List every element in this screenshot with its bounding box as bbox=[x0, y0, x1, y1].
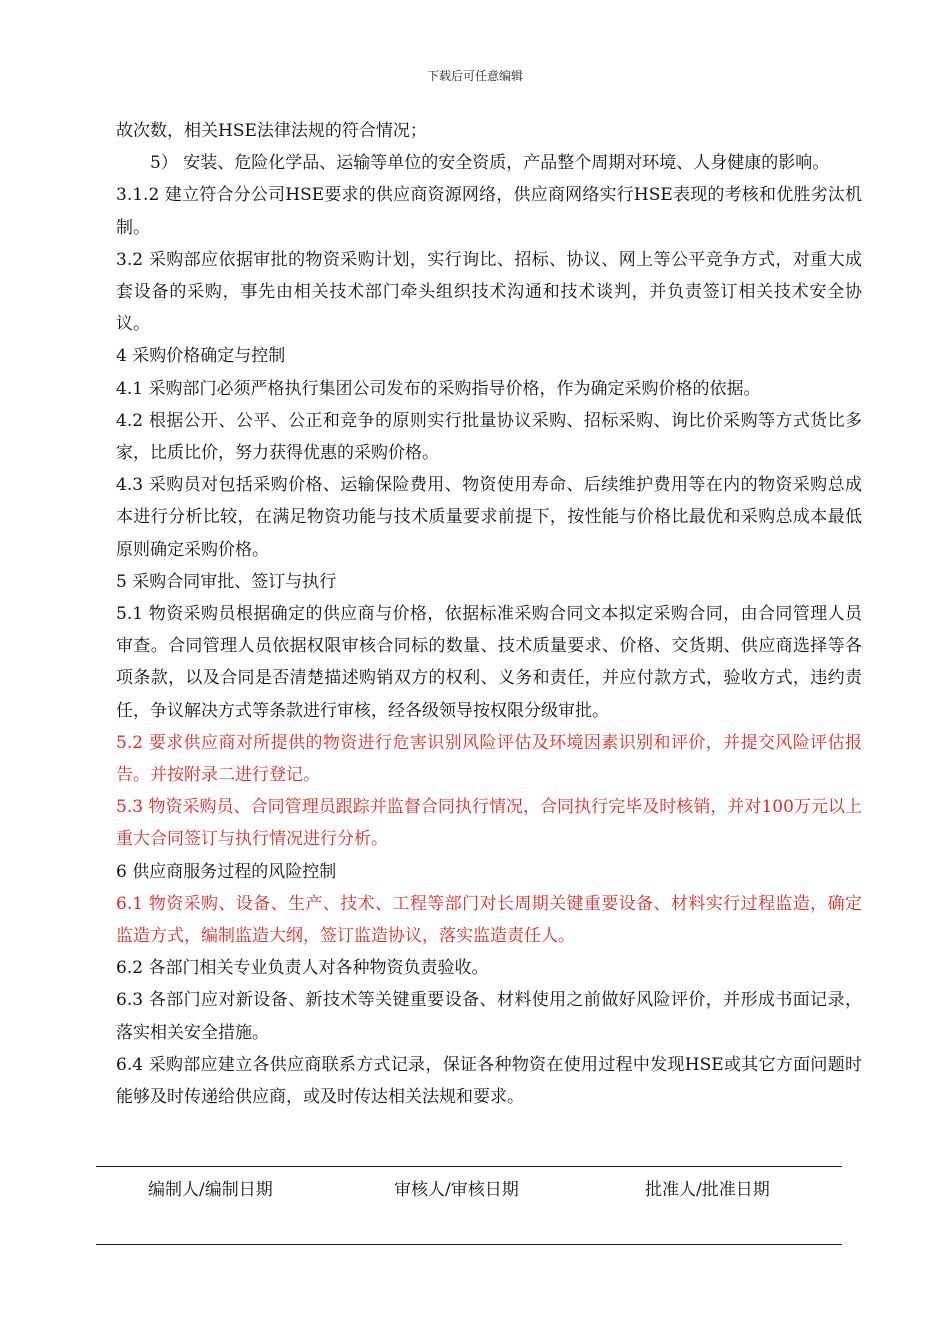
paragraph: 3.1.2 建立符合分公司HSE要求的供应商资源网络，供应商网络实行HSE表现的考核和优胜劣汰机制。 bbox=[116, 185, 862, 238]
paragraph: 5.1 物资采购员根据确定的供应商与价格，依据标准采购合同文本拟定采购合同，由合同管理人员审查。合同管理人员依据权限审核合同标的数量、技术质量要求、价格、交货期、供应商选择等各项条款，以及合同是否清楚描述购销双方的权利、义务和责任，并应付款方式，验收方式，违约责任，争议解决方式等条款进行审核，经各级领导按权限分级审批。 bbox=[116, 604, 862, 721]
signature-top-divider bbox=[96, 1166, 842, 1167]
section-heading: 4 采购价格确定与控制 bbox=[116, 346, 286, 367]
paragraph: 4.3 采购员对包括采购价格、运输保险费用、物资使用寿命、后续维护费用等在内的物资采购总成本进行分析比较，在满足物资功能与技术质量要求前提下，按性能与价格比最优和采购总成本最低原则确定采购价格。 bbox=[116, 475, 862, 560]
signature-approved-label: 批准人/批准日期 bbox=[645, 1180, 770, 1200]
paragraph: 6.4 采购部应建立各供应商联系方式记录，保证各种物资在使用过程中发现HSE或其它方面问题时能够及时传递给供应商，或及时传达相关法规和要求。 bbox=[116, 1054, 862, 1108]
paragraph: 3.2 采购部应依据审批的物资采购计划，实行询比、招标、协议、网上等公平竞争方式，对重大成套设备的采购，事先由相关技术部门牵头组织技术沟通和技术谈判，并负责签订相关技术安全协议。 bbox=[116, 249, 862, 335]
paragraph: 5） 安装、危险化学品、运输等单位的安全资质，产品整个周期对环境、人身健康的影响。 bbox=[150, 153, 830, 174]
signature-prepared-label: 编制人/编制日期 bbox=[148, 1180, 273, 1200]
paragraph: 4.1 采购部门必须严格执行集团公司发布的采购指导价格，作为确定采购价格的依据。 bbox=[116, 378, 761, 399]
paragraph: 故次数，相关HSE法律法规的符合情况； bbox=[116, 121, 427, 141]
document-body bbox=[116, 115, 862, 1113]
paragraph: 6.2 各部门相关专业负责人对各种物资负责验收。 bbox=[116, 958, 489, 979]
paragraph: 5.3 物资采购员、合同管理员跟踪并监督合同执行情况，合同执行完毕及时核销，并对100万元以上重大合同签订与执行情况进行分析。 bbox=[116, 797, 862, 850]
signature-bottom-divider bbox=[96, 1244, 842, 1245]
paragraph: 4.2 根据公开、公平、公正和竞争的原则实行批量协议采购、招标采购、询比价采购等方式货比多家，比质比价，努力获得优惠的采购价格。 bbox=[116, 410, 862, 464]
paragraph: 5.2 要求供应商对所提供的物资进行危害识别风险评估及环境因素识别和评价，并提交风险评估报告。并按附录二进行登记。 bbox=[116, 732, 862, 786]
paragraph: 6.1 物资采购、设备、生产、技术、工程等部门对长周期关键重要设备、材料实行过程监造，确定监造方式，编制监造大纲，签订监造协议，落实监造责任人。 bbox=[116, 893, 862, 947]
section-heading: 5 采购合同审批、签订与执行 bbox=[116, 571, 337, 592]
signature-reviewed-label: 审核人/审核日期 bbox=[394, 1180, 519, 1200]
section-heading: 6 供应商服务过程的风险控制 bbox=[116, 861, 337, 882]
header-note: 下载后可任意编辑 bbox=[426, 69, 523, 83]
paragraph: 6.3 各部门应对新设备、新技术等关键重要设备、材料使用之前做好风险评价，并形成书面记录，落实相关安全措施。 bbox=[116, 990, 862, 1043]
